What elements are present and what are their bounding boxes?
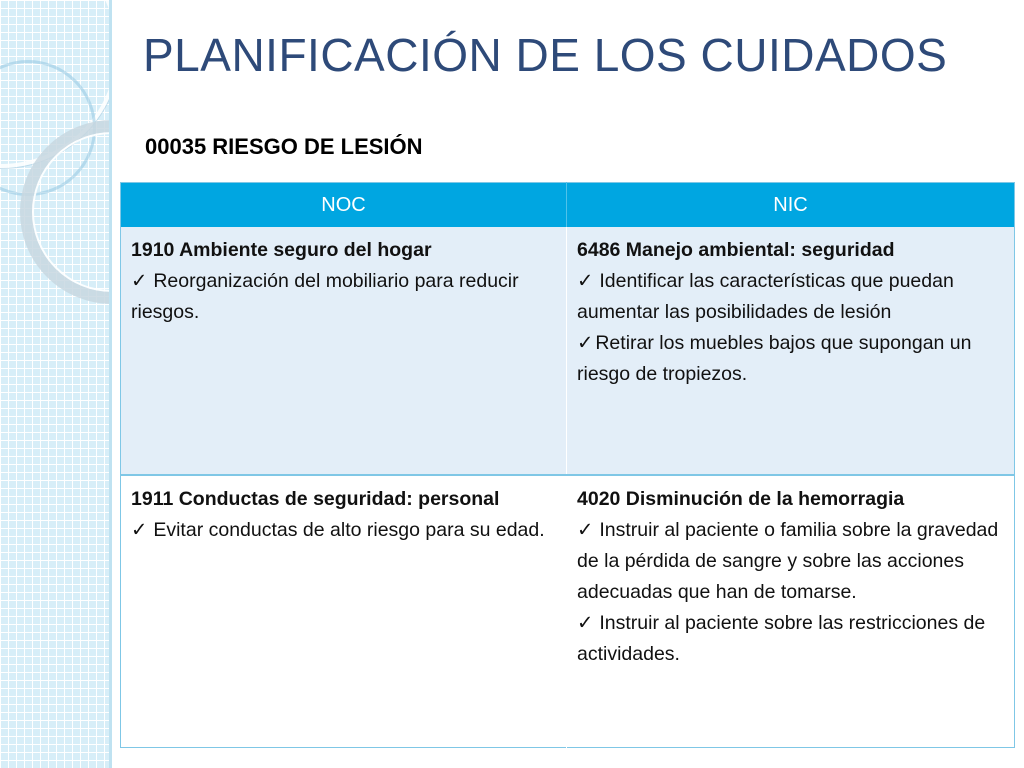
check-icon: ✓ (577, 519, 594, 541)
nic-cell (567, 475, 1015, 748)
list-item (577, 266, 1006, 328)
slide-subtitle: 00035 RIESGO DE LESIÓN (145, 134, 423, 159)
decorative-side-strip (0, 0, 112, 768)
noc-title: 1911 Conductas de seguridad: personal (131, 488, 500, 510)
check-icon: ✓ (577, 332, 594, 354)
slide-title: PLANIFICACIÓN DE LOS CUIDADOS (143, 29, 948, 81)
table-row (121, 475, 1015, 748)
noc-cell (121, 227, 567, 475)
list-item (577, 328, 1006, 390)
noc-title: 1910 Ambiente seguro del hogar (131, 239, 432, 261)
check-icon: ✓ (131, 519, 148, 541)
check-icon: ✓ (131, 270, 148, 292)
list-item (131, 515, 558, 546)
list-item-text: Evitar conductas de alto riesgo para su edad. (153, 519, 545, 541)
list-item-text: Retirar los muebles bajos que supongan un riesgo de tropiezos. (577, 332, 972, 385)
list-item (577, 515, 1006, 608)
list-item (577, 608, 1006, 670)
noc-cell (121, 475, 567, 748)
header-nic: NIC (567, 183, 1015, 228)
check-icon: ✓ (577, 270, 594, 292)
list-item (131, 266, 558, 328)
nic-cell (567, 227, 1015, 475)
nic-title: 4020 Disminución de la hemorragia (577, 488, 905, 510)
check-icon: ✓ (577, 612, 594, 634)
table-header-row (121, 183, 1015, 228)
care-plan-table (120, 182, 1015, 748)
list-item-text: Instruir al paciente o familia sobre la gravedad de la pérdida de sangre y sobre las acciones adecuadas que han de tomarse. (577, 519, 999, 603)
header-noc: NOC (121, 183, 567, 228)
list-item-text: Instruir al paciente sobre las restricciones de actividades. (577, 612, 986, 665)
table-row (121, 227, 1015, 475)
nic-title: 6486 Manejo ambiental: seguridad (577, 239, 895, 261)
list-item-text: Identificar las características que puedan aumentar las posibilidades de lesión (577, 270, 954, 323)
list-item-text: Reorganización del mobiliario para reducir riesgos. (131, 270, 519, 323)
